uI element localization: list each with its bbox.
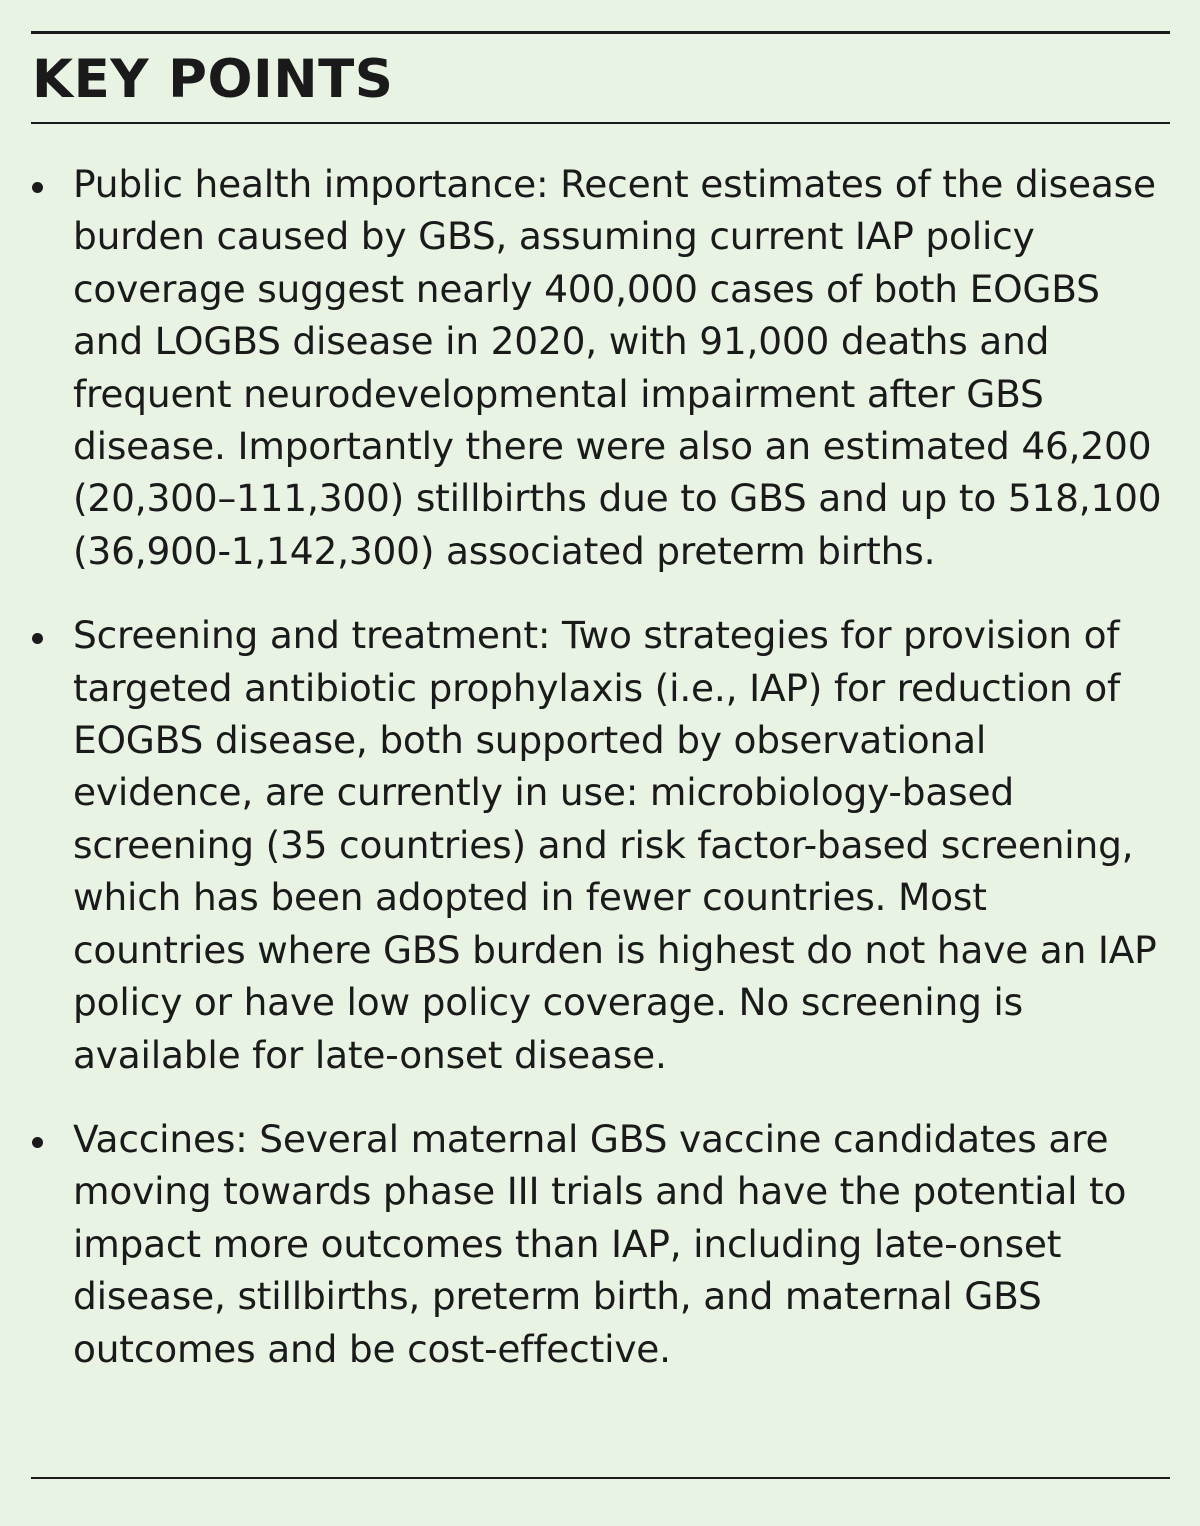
key-point-public-health	[32, 158, 1170, 577]
bottom-rule	[31, 1477, 1170, 1479]
key-points-list	[32, 158, 1170, 1407]
bullet-icon	[32, 182, 43, 193]
top-rule	[31, 31, 1170, 34]
key-point-text: Public health importance: Recent estimates of the disease burden caused by GBS, assuming current IAP policy coverage suggest nearly 400,000 cases of both EOGBS and LOGBS disease in 2020, with 91,000 deaths and frequent neurodevelopmental impairment after GBS disease. Importantly there were also an estimated 46,200 (20,300–111,300) stillbirths due to GBS and up to 518,100 (36,900-1,142,300) associated preterm births.	[73, 162, 1162, 573]
key-point-vaccines	[32, 1113, 1170, 1375]
heading-divider	[31, 122, 1170, 124]
key-point-text: Screening and treatment: Two strategies for provision of targeted antibiotic prophylaxis (i.e., IAP) for reduction of EOGBS disease, both supported by observational evidence, are currently in use: microbiology-based screening (35 countries) and risk factor-based screening, which has been adopted in fewer countries. Most countries where GBS burden is highest do not have an IAP policy or have low policy coverage. No screening is available for late-onset disease.	[73, 613, 1157, 1077]
bullet-icon	[32, 633, 43, 644]
key-point-text: Vaccines: Several maternal GBS vaccine candidates are moving towards phase III trials and have the potential to impact more outcomes than IAP, including late-onset disease, stillbirths, preterm birth, and maternal GBS outcomes and be cost-effective.	[73, 1116, 1127, 1371]
key-points-heading: KEY POINTS	[32, 49, 394, 110]
bullet-icon	[32, 1137, 43, 1148]
key-point-screening	[32, 609, 1170, 1081]
